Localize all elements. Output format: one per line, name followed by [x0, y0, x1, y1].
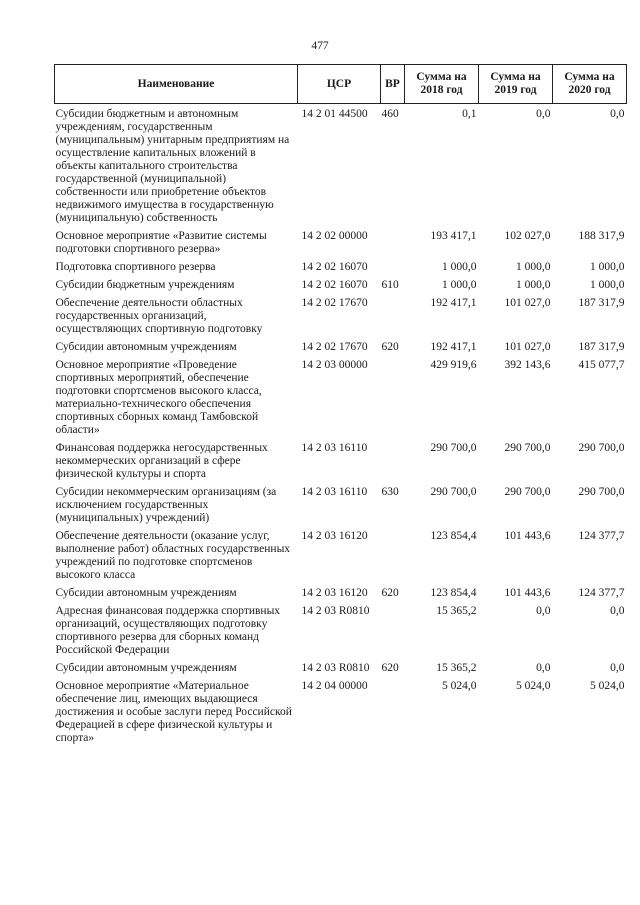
row-name: Обеспечение деятельности (оказание услуг, выполнение работ) областных государственных учреждений по подготовке спортсменов высокого класса [55, 530, 291, 581]
row-sum-2019: 0,0 [536, 662, 551, 674]
row-sum-2019: 392 143,6 [504, 359, 551, 371]
row-sum-2018: 123 854,4 [430, 530, 477, 542]
row-sum-2020: 290 700,0 [578, 442, 625, 454]
row-sum-2019: 290 700,0 [504, 442, 551, 454]
row-vr: 620 [381, 587, 399, 599]
row-sum-2018: 192 417,1 [430, 297, 477, 309]
table-body [55, 104, 627, 751]
row-vr [381, 442, 405, 486]
row-name: Субсидии некоммерческим организациям (за исключением государственных (муниципальных) учреждений) [55, 486, 277, 524]
row-sum-2019: 290 700,0 [504, 486, 551, 498]
row-sum-2018: 1 000,0 [442, 279, 477, 291]
row-vr [381, 530, 405, 587]
budget-table [54, 64, 627, 750]
row-sum-2018: 290 700,0 [430, 442, 477, 454]
row-vr: 620 [381, 341, 399, 353]
row-sum-2019: 1 000,0 [516, 261, 551, 273]
table-row [55, 341, 627, 359]
table-row [55, 680, 627, 750]
table-row [55, 230, 627, 261]
row-csr: 14 2 02 16070 [301, 261, 368, 273]
row-csr: 14 2 03 R0810 [301, 662, 370, 674]
row-sum-2018: 15 365,2 [436, 662, 477, 674]
row-name: Субсидии автономным учреждениям [55, 587, 237, 599]
row-sum-2019: 5 024,0 [516, 680, 551, 692]
table-row [55, 442, 627, 486]
row-csr: 14 2 02 17670 [301, 297, 368, 309]
table-row [55, 486, 627, 530]
row-sum-2020: 0,0 [610, 662, 625, 674]
row-sum-2020: 124 377,7 [578, 530, 625, 542]
table-row [55, 279, 627, 297]
row-vr: 620 [381, 662, 399, 674]
row-vr: 630 [381, 486, 399, 498]
row-sum-2018: 15 365,2 [436, 605, 477, 617]
table-row [55, 359, 627, 442]
row-sum-2020: 187 317,9 [578, 297, 625, 309]
row-sum-2020: 187 317,9 [578, 341, 625, 353]
row-csr: 14 2 02 17670 [301, 341, 368, 353]
row-csr: 14 2 02 00000 [301, 230, 368, 242]
row-sum-2019: 0,0 [536, 108, 551, 120]
column-header-sum-2019: Сумма на 2019 год [479, 65, 553, 104]
row-sum-2019: 1 000,0 [516, 279, 551, 291]
row-vr [381, 605, 405, 662]
row-name: Финансовая поддержка негосударственных некоммерческих организаций в сфере физической культуры и спорта [55, 442, 268, 480]
row-sum-2018: 193 417,1 [430, 230, 477, 242]
row-csr: 14 2 01 44500 [301, 108, 368, 120]
row-sum-2020: 188 317,9 [578, 230, 625, 242]
row-sum-2018: 1 000,0 [442, 261, 477, 273]
row-sum-2020: 415 077,7 [578, 359, 625, 371]
table-row [55, 587, 627, 605]
table-row [55, 530, 627, 587]
row-sum-2018: 429 919,6 [430, 359, 477, 371]
row-csr: 14 2 03 16110 [301, 442, 368, 454]
table-row [55, 605, 627, 662]
row-sum-2019: 101 443,6 [504, 587, 551, 599]
row-sum-2020: 290 700,0 [578, 486, 625, 498]
row-sum-2020: 1 000,0 [590, 279, 625, 291]
row-vr [381, 359, 405, 442]
row-csr: 14 2 03 00000 [301, 359, 368, 371]
table-row [55, 104, 627, 231]
row-sum-2018: 123 854,4 [430, 587, 477, 599]
row-name: Основное мероприятие «Проведение спортивных мероприятий, обеспечение подготовки спортсменов высокого класса, материально-технического обеспечения спортивных сборных команд Тамбовской области» [55, 359, 262, 436]
row-vr [381, 230, 405, 261]
row-vr: 610 [381, 279, 399, 291]
column-header-vr: ВР [381, 65, 405, 104]
row-csr: 14 2 03 16120 [301, 587, 368, 599]
row-name: Подготовка спортивного резерва [55, 261, 216, 273]
row-vr [381, 297, 405, 341]
row-name: Основное мероприятие «Развитие системы подготовки спортивного резерва» [55, 230, 267, 255]
page-number: 477 [311, 40, 329, 52]
table-header-row [55, 65, 627, 104]
column-header-name: Наименование [55, 65, 298, 104]
row-sum-2018: 5 024,0 [442, 680, 477, 692]
row-csr: 14 2 04 00000 [301, 680, 368, 692]
row-csr: 14 2 03 16120 [301, 530, 368, 542]
row-csr: 14 2 03 R0810 [301, 605, 370, 617]
row-name: Субсидии бюджетным учреждениям [55, 279, 235, 291]
row-csr: 14 2 03 16110 [301, 486, 368, 498]
row-sum-2019: 101 027,0 [504, 341, 551, 353]
row-name: Субсидии автономным учреждениям [55, 662, 237, 674]
row-sum-2018: 0,1 [462, 108, 477, 120]
row-sum-2019: 101 027,0 [504, 297, 551, 309]
row-sum-2018: 290 700,0 [430, 486, 477, 498]
row-name: Адресная финансовая поддержка спортивных организаций, осуществляющих подготовку спортивного резерва для сборных команд Российской Федерации [55, 605, 281, 656]
row-sum-2018: 192 417,1 [430, 341, 477, 353]
row-name: Субсидии автономным учреждениям [55, 341, 237, 353]
table-row [55, 662, 627, 680]
row-sum-2020: 1 000,0 [590, 261, 625, 273]
row-sum-2020: 0,0 [610, 605, 625, 617]
table-row [55, 261, 627, 279]
row-csr: 14 2 02 16070 [301, 279, 368, 291]
column-header-sum-2020: Сумма на 2020 год [553, 65, 627, 104]
column-header-csr: ЦСР [298, 65, 381, 104]
row-sum-2019: 0,0 [536, 605, 551, 617]
row-name: Основное мероприятие «Материальное обеспечение лиц, имеющих выдающиеся достижения и особые заслуги перед Российской Федерацией в сфере физической культуры и спорта» [55, 680, 292, 744]
row-name: Субсидии бюджетным и автономным учреждениям, государственным (муниципальным) унитарным предприятиям на осуществление капитальных вложений в объекты капитального строительства государственной (муниципальной) собственности или приобретение объектов недвижимого имущества в государственную (муниципальную) собственность [55, 108, 290, 224]
row-sum-2020: 5 024,0 [590, 680, 625, 692]
column-header-sum-2018: Сумма на 2018 год [405, 65, 479, 104]
row-sum-2019: 102 027,0 [504, 230, 551, 242]
row-vr [381, 261, 405, 279]
row-vr: 460 [381, 108, 399, 120]
row-sum-2020: 0,0 [610, 108, 625, 120]
row-name: Обеспечение деятельности областных государственных организаций, осуществляющих спортивную подготовку [55, 297, 263, 335]
table-row [55, 297, 627, 341]
row-vr [381, 680, 405, 750]
row-sum-2019: 101 443,6 [504, 530, 551, 542]
row-sum-2020: 124 377,7 [578, 587, 625, 599]
